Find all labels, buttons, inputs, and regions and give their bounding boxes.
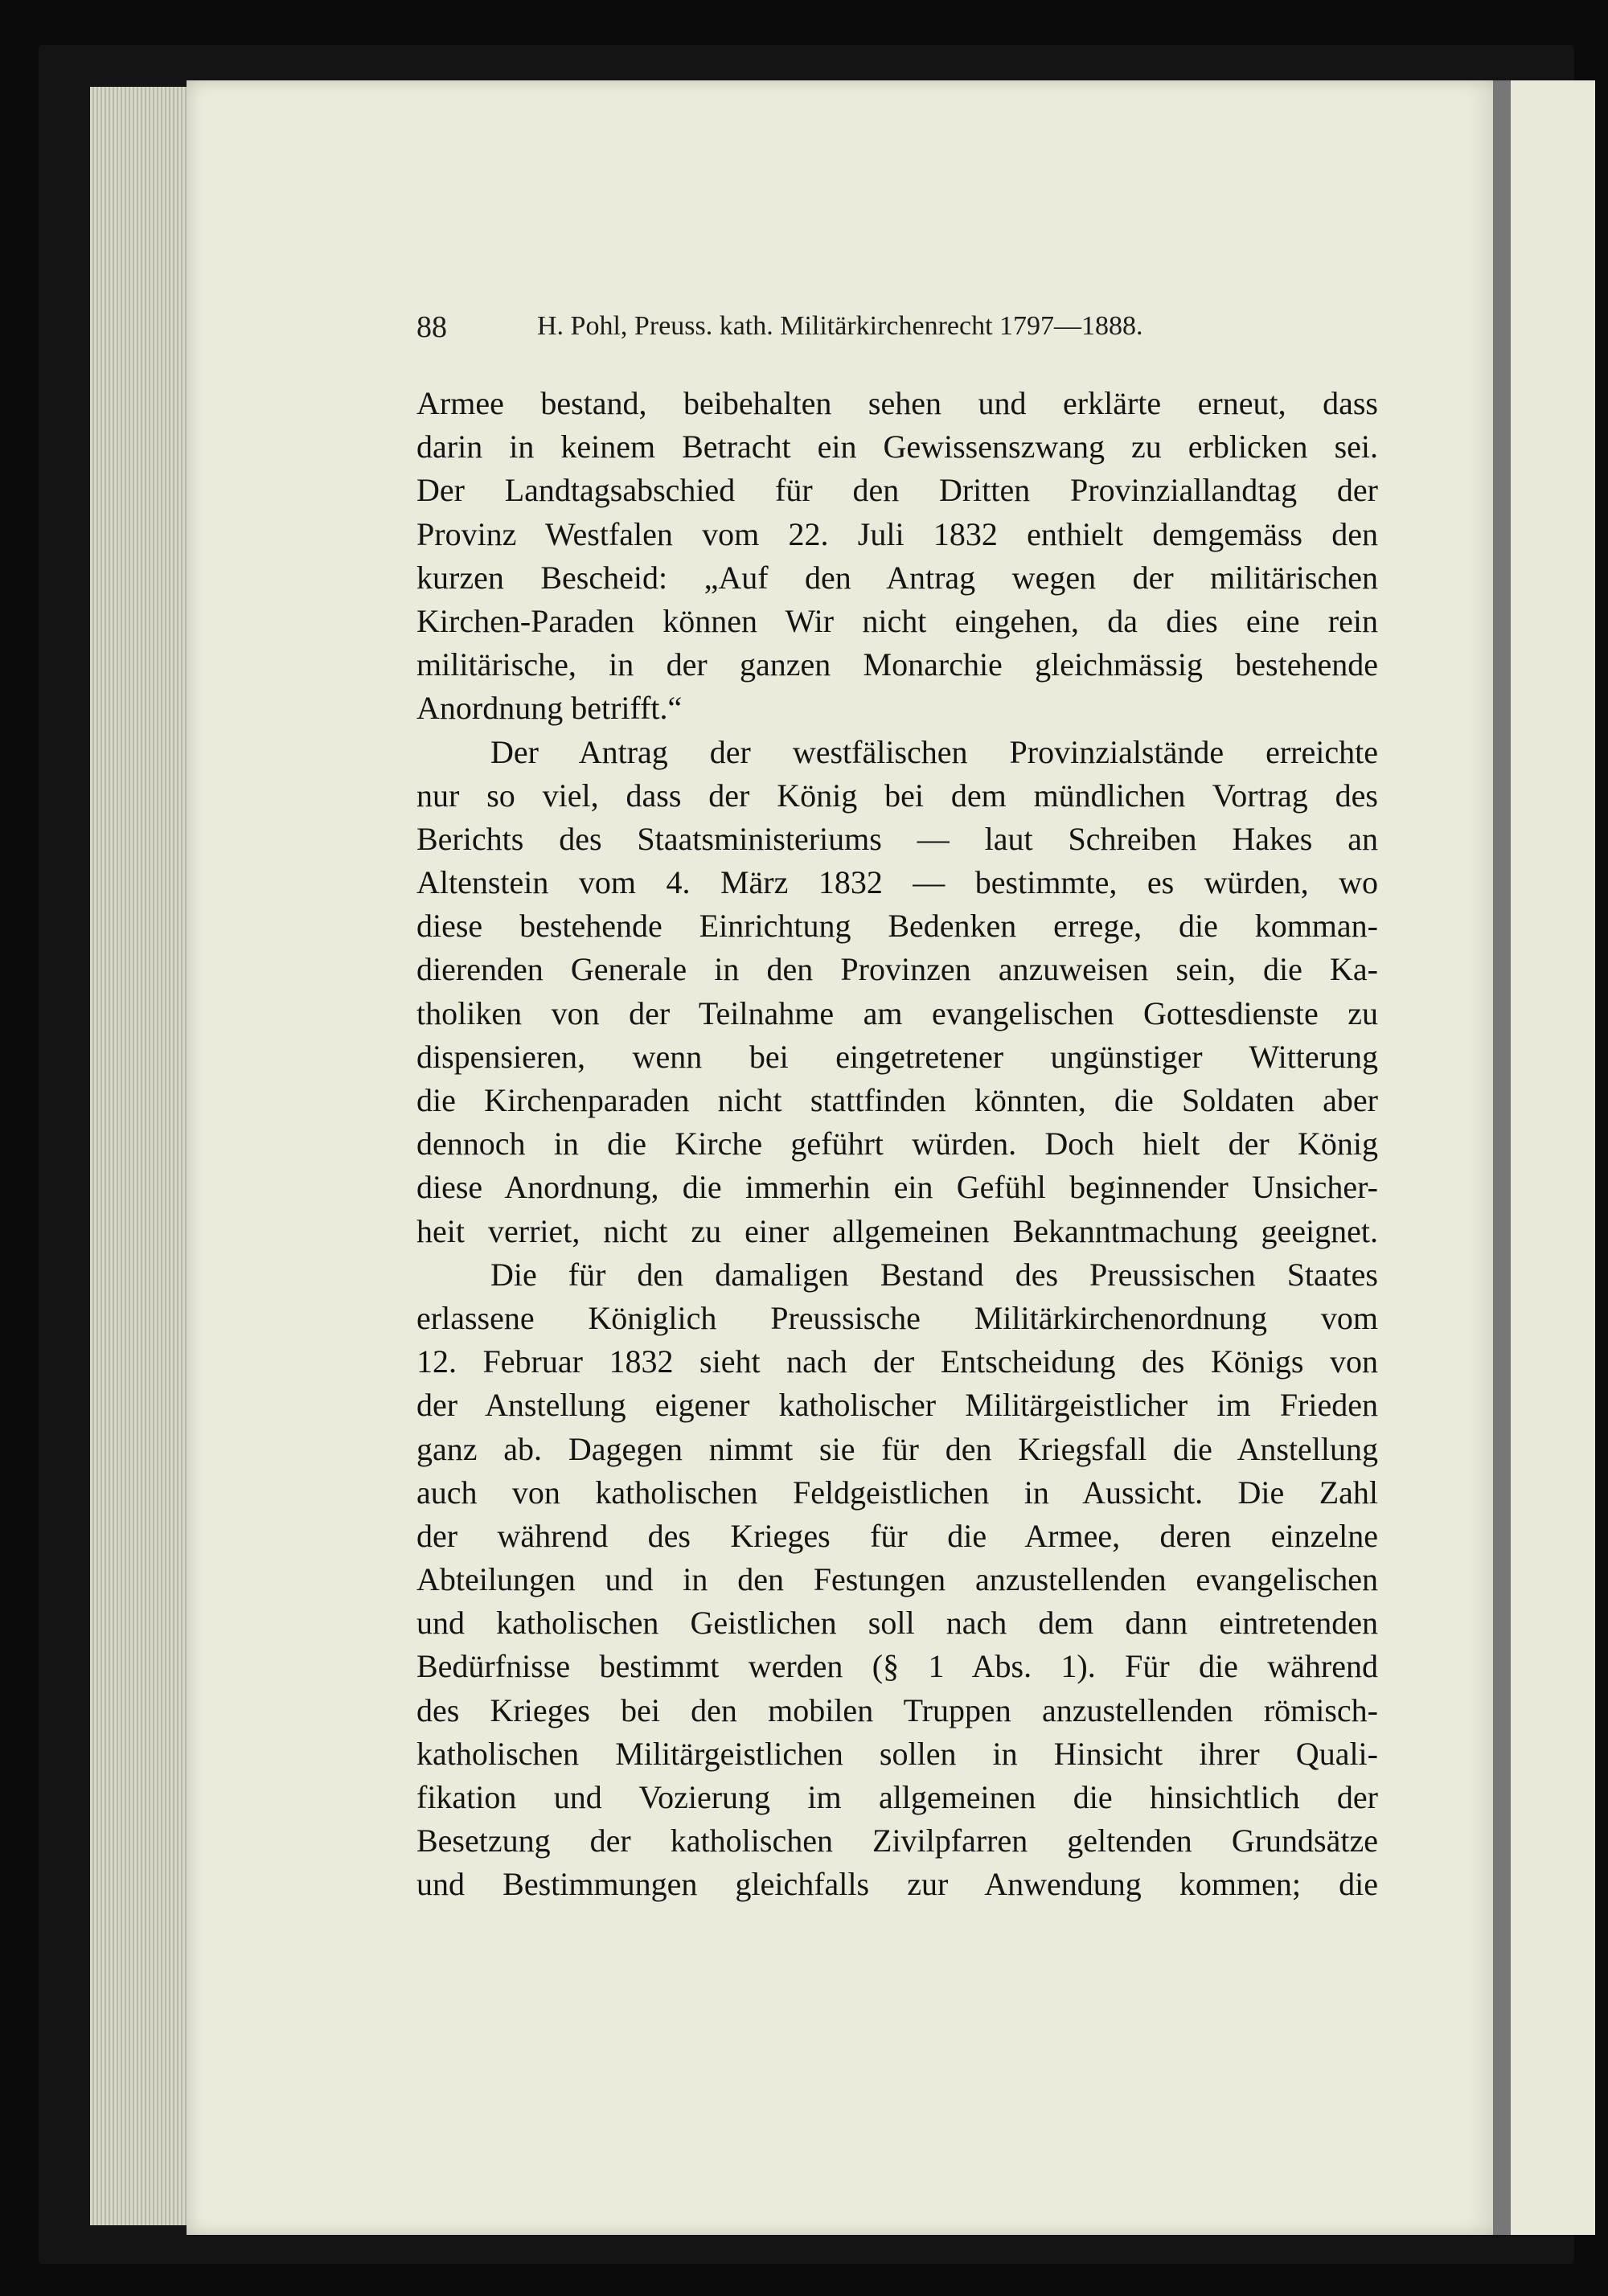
text-line: dierenden Generale in den Provinzen anzuweisen sein, die Ka- (416, 951, 1378, 988)
text-line: und katholischen Geistlichen soll nach dem dann eintretenden (416, 1605, 1378, 1642)
paragraph-start-line: Die für den damaligen Bestand des Preussischen Staates (490, 1256, 1378, 1293)
text-line: diese bestehende Einrichtung Bedenken errege, die komman- (416, 908, 1378, 945)
text-line: fikation und Vozierung im allgemeinen die hinsichtlich der (416, 1779, 1378, 1815)
text-line: Altenstein vom 4. März 1832 — bestimmte, es würden, wo (416, 864, 1378, 901)
text-line: Provinz Westfalen vom 22. Juli 1832 enthielt demgemäss den (416, 515, 1378, 552)
text-line: Kirchen-Paraden können Wir nicht eingehen, da dies eine rein (416, 602, 1378, 639)
facing-page-edge (1511, 80, 1595, 2235)
text-line: und Bestimmungen gleichfalls zur Anwendung kommen; die (416, 1866, 1378, 1903)
text-line: nur so viel, dass der König bei dem mündlichen Vortrag des (416, 777, 1378, 814)
text-line: 12. Februar 1832 sieht nach der Entscheidung des Königs von (416, 1343, 1378, 1380)
text-line: Besetzung der katholischen Zivilpfarren geltenden Grundsätze (416, 1822, 1378, 1859)
text-line: der Anstellung eigener katholischer Militärgeistlicher im Frieden (416, 1387, 1378, 1424)
text-line: Anordnung betrifft.“ (416, 690, 683, 727)
text-line: erlassene Königlich Preussische Militärkirchenordnung vom (416, 1299, 1378, 1336)
body-text (416, 382, 1378, 1925)
text-line: Der Landtagsabschied für den Dritten Provinziallandtag der (416, 472, 1378, 509)
text-line: des Krieges bei den mobilen Truppen anzustellenden römisch- (416, 1691, 1378, 1728)
text-line: diese Anordnung, die immerhin ein Gefühl beginnender Unsicher- (416, 1169, 1378, 1206)
text-line: kurzen Bescheid: „Auf den Antrag wegen der militärischen (416, 559, 1378, 596)
text-line-spaced-emphasis: der während des Krieges für die Armee, deren einzelne (416, 1517, 1378, 1554)
text-line: Bedürfnisse bestimmt werden (§ 1 Abs. 1). Für die während (416, 1648, 1378, 1685)
page-header (416, 310, 1269, 358)
page-number: 88 (416, 310, 447, 344)
book-gutter (1493, 80, 1511, 2235)
text-line: darin in keinem Betracht ein Gewissenszwang zu erblicken sei. (416, 428, 1378, 465)
paragraph-start-line: Der Antrag der westfälischen Provinzialstände erreichte (490, 733, 1378, 770)
running-title: H. Pohl, Preuss. kath. Militärkirchenrecht 1797—1888. (537, 311, 1143, 341)
text-line: Abteilungen und in den Festungen anzustellenden evangelischen (416, 1561, 1378, 1598)
text-line: tholiken von der Teilnahme am evangelischen Gottesdienste zu (416, 994, 1378, 1031)
text-line: katholischen Militärgeistlichen sollen in Hinsicht ihrer Quali- (416, 1735, 1378, 1772)
text-line: dennoch in die Kirche geführt würden. Doch hielt der König (416, 1125, 1378, 1162)
text-line: dispensieren, wenn bei eingetretener ungünstiger Witterung (416, 1038, 1378, 1075)
text-line: die Kirchenparaden nicht stattfinden könnten, die Soldaten aber (416, 1082, 1378, 1118)
text-line: auch von katholischen Feldgeistlichen in Aussicht. Die Zahl (416, 1474, 1378, 1511)
text-line: Berichts des Staatsministeriums — laut Schreiben Hakes an (416, 820, 1378, 857)
text-line: heit verriet, nicht zu einer allgemeinen Bekanntmachung geeignet. (416, 1212, 1378, 1249)
text-line: ganz ab. Dagegen nimmt sie für den Kriegsfall die Anstellung (416, 1430, 1378, 1467)
text-line: Armee bestand, beibehalten sehen und erklärte erneut, dass (416, 385, 1378, 421)
text-line: militärische, in der ganzen Monarchie gleichmässig bestehende (416, 646, 1378, 683)
